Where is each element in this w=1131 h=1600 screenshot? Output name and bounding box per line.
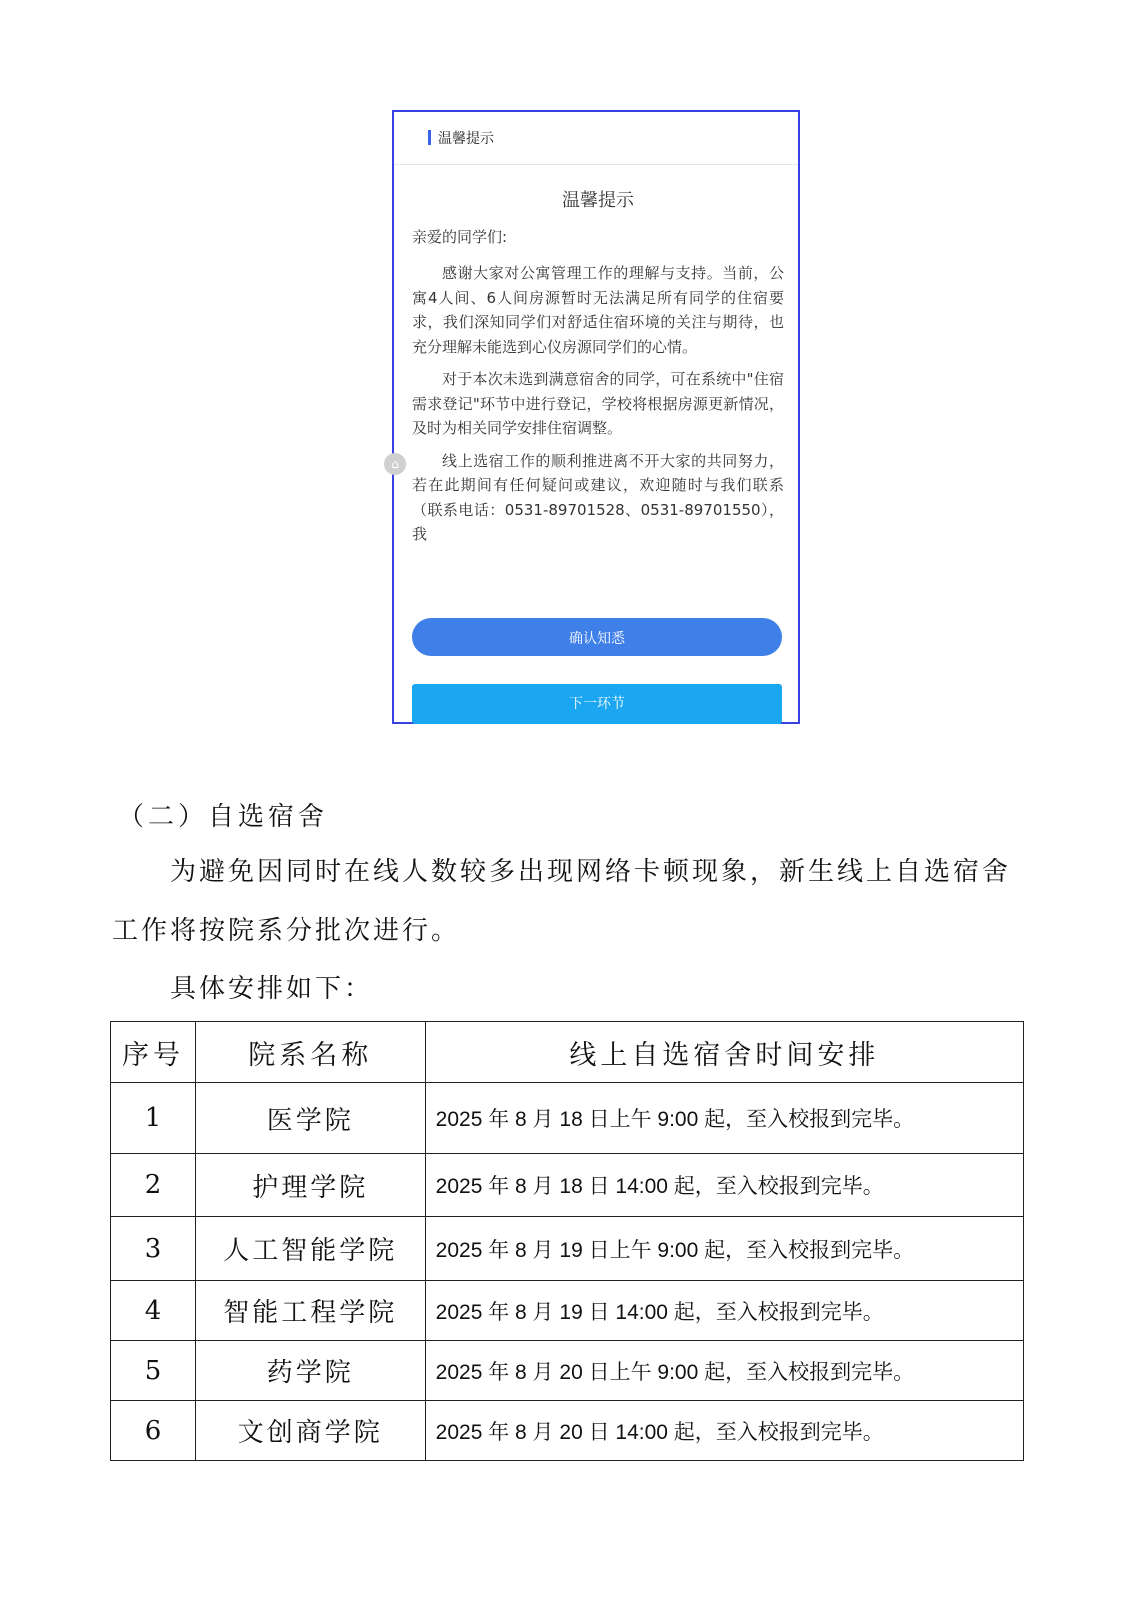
- row-schedule: 2025 年 8 月 18 日上午 9:00 起，至入校报到完毕。: [425, 1083, 1023, 1154]
- table-row: [111, 1083, 1024, 1154]
- row-schedule: 2025 年 8 月 20 日 14:00 起，至入校报到完毕。: [425, 1401, 1023, 1461]
- row-schedule: 2025 年 8 月 18 日 14:00 起，至入校报到完毕。: [425, 1154, 1023, 1217]
- row-department: 智能工程学院: [195, 1281, 425, 1341]
- notice-paragraph: 对于本次未选到满意宿舍的同学，可在系统中"住宿需求登记"环节中进行登记，学校将根据房源更新情况，及时为相关同学安排住宿调整。: [412, 370, 784, 437]
- row-schedule: 2025 年 8 月 19 日上午 9:00 起，至入校报到完毕。: [425, 1217, 1023, 1281]
- row-department: 人工智能学院: [195, 1217, 425, 1281]
- row-department: 护理学院: [195, 1154, 425, 1217]
- row-department: 医学院: [195, 1083, 425, 1154]
- confirm-button[interactable]: 确认知悉: [412, 618, 782, 656]
- row-department: 文创商学院: [195, 1401, 425, 1461]
- section-heading: （二）自选宿舍: [118, 802, 329, 832]
- row-index: 3: [111, 1217, 196, 1281]
- table-row: [111, 1341, 1024, 1401]
- row-index: 2: [111, 1154, 196, 1217]
- row-department: 药学院: [195, 1341, 425, 1401]
- home-icon[interactable]: ⌂: [384, 453, 406, 475]
- notice-title: 温馨提示: [562, 190, 634, 211]
- body-paragraph: 为避免因同时在线人数较多出现网络卡顿现象，新生线上自选宿舍工作将按院系分批次进行。: [112, 857, 1012, 946]
- table-header-row: [111, 1022, 1024, 1083]
- notice-greeting: 亲爱的同学们:: [412, 228, 508, 246]
- row-schedule: 2025 年 8 月 20 日上午 9:00 起，至入校报到完毕。: [425, 1341, 1023, 1401]
- phone-screenshot: [392, 110, 800, 724]
- schedule-table: [110, 1021, 1024, 1461]
- table-row: [111, 1281, 1024, 1341]
- phone-header-title: 温馨提示: [438, 131, 494, 147]
- notice-paragraph: 感谢大家对公寓管理工作的理解与支持。当前，公寓4人间、6人间房源暂时无法满足所有同学的住宿要求，我们深知同学们对舒适住宿环境的关注与期待，也充分理解未能选到心仪房源同学们的心情。: [412, 264, 784, 356]
- row-index: 6: [111, 1401, 196, 1461]
- row-index: 5: [111, 1341, 196, 1401]
- row-index: 4: [111, 1281, 196, 1341]
- next-step-button[interactable]: 下一环节: [412, 684, 782, 724]
- header-index: 序号: [111, 1022, 196, 1083]
- row-index: 1: [111, 1083, 196, 1154]
- header-accent-bar: [428, 130, 431, 145]
- table-row: [111, 1217, 1024, 1281]
- header-schedule: 线上自选宿舍时间安排: [425, 1022, 1023, 1083]
- table-row: [111, 1401, 1024, 1461]
- phone-header: [394, 112, 798, 165]
- table-row: [111, 1154, 1024, 1217]
- header-department: 院系名称: [195, 1022, 425, 1083]
- notice-paragraph: 线上选宿工作的顺利推进离不开大家的共同努力，若在此期间有任何疑问或建议，欢迎随时与我们联系（联系电话：0531-89701528、0531-89701550），我: [412, 451, 784, 543]
- row-schedule: 2025 年 8 月 19 日 14:00 起，至入校报到完毕。: [425, 1281, 1023, 1341]
- body-paragraph: 具体安排如下：: [170, 974, 374, 1004]
